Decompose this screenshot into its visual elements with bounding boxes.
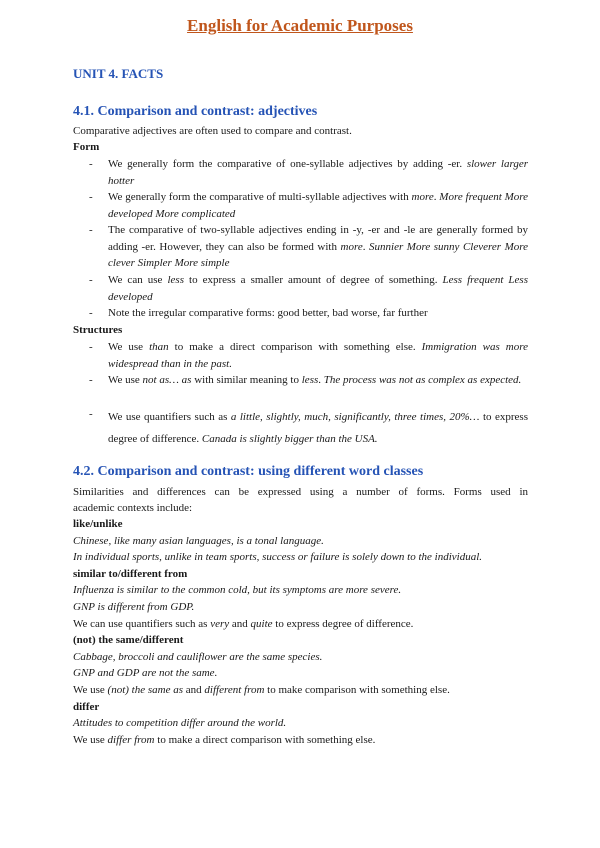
list-item: We generally form the comparative of one-syllable adjectives by adding -er. slower larger hotter	[108, 158, 528, 187]
unit-heading: UNIT 4. FACTS	[73, 66, 164, 81]
list-bullet: -	[89, 307, 93, 319]
document-title: English for Academic Purposes	[187, 16, 413, 35]
list-bullet: -	[89, 341, 93, 353]
section-intro: Similarities and differences can be expressed using a number of forms. Forms used in	[73, 486, 528, 498]
list-bullet: -	[89, 158, 93, 170]
list-item: We generally form the comparative of multi-syllable adjectives with more. More frequent More developed More complicated	[108, 191, 528, 220]
section-heading-4-2: 4.2. Comparison and contrast: using different word classes	[73, 464, 424, 479]
list-item: We use not as… as with similar meaning to less. The process was not as complex as expected.	[108, 374, 522, 386]
list-bullet: -	[89, 191, 93, 203]
form-label: Form	[73, 141, 100, 153]
list-bullet: -	[89, 408, 93, 420]
list-item: Note the irregular comparative forms: good better, bad worse, far further	[108, 307, 428, 319]
section-intro: academic contexts include:	[73, 502, 193, 514]
usage-note: We can use quantifiers such as very and quite to express degree of difference.	[73, 618, 414, 630]
example-sentence: GNP and GDP are not the same.	[73, 667, 218, 679]
like-unlike-label: like/unlike	[73, 518, 123, 530]
list-item: We use quantifiers such as a little, slightly, much, significantly, three times, 20%… to express degree of difference. Canada is slightly bigger than the USA.	[108, 411, 528, 445]
example-sentence: Influenza is similar to the common cold, but its symptoms are more severe.	[73, 584, 402, 596]
example-sentence: Attitudes to competition differ around the world.	[73, 717, 287, 729]
example-sentence: In individual sports, unlike in team sports, success or failure is solely down to the individual.	[73, 551, 483, 563]
section-intro: Comparative adjectives are often used to compare and contrast.	[73, 125, 352, 137]
example-sentence: Chinese, like many asian languages, is a tonal language.	[73, 535, 324, 547]
example-sentence: GNP is different from GDP.	[73, 601, 195, 613]
list-bullet: -	[89, 374, 93, 386]
similar-different-label: similar to/different from	[73, 568, 188, 580]
structures-label: Structures	[73, 324, 123, 336]
list-item: We use than to make a direct comparison with something else. Immigration was more widespread than in the past.	[108, 341, 528, 370]
same-different-label: (not) the same/different	[73, 634, 184, 646]
example-sentence: Cabbage, broccoli and cauliflower are the same species.	[73, 651, 323, 663]
list-bullet: -	[89, 224, 93, 236]
section-heading-4-1: 4.1. Comparison and contrast: adjectives	[73, 104, 318, 119]
list-item: We can use less to express a smaller amount of degree of something. Less frequent Less developed	[108, 274, 528, 303]
differ-label: differ	[73, 701, 100, 713]
list-bullet: -	[89, 274, 93, 286]
usage-note: We use (not) the same as and different from to make comparison with something else.	[73, 684, 450, 696]
usage-note: We use differ from to make a direct comparison with something else.	[73, 734, 376, 746]
list-item: The comparative of two-syllable adjectives ending in -y, -er and -le are generally formed by adding -er. However, they can also be formed with more. Sunnier More sunny Cleverer More clever Simpler More simple	[108, 224, 529, 269]
